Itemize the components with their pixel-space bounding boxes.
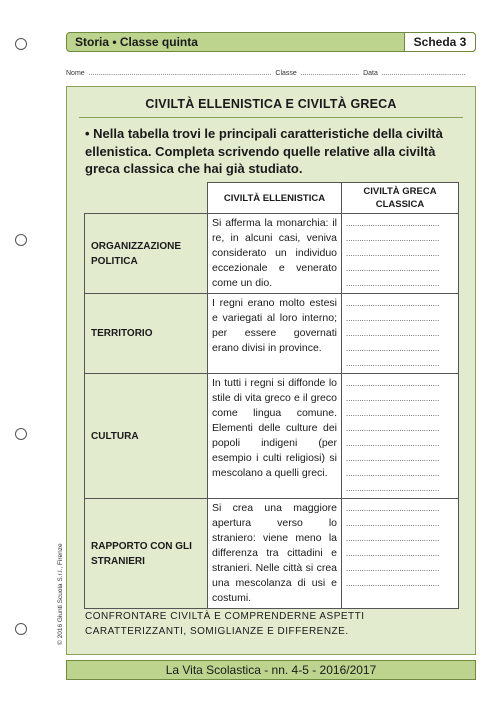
col-header-greek: CIVILTÀ GRECA CLASSICA xyxy=(342,183,459,214)
name-field[interactable]: .............................................................................................. xyxy=(88,70,272,77)
class-field[interactable]: .............................. xyxy=(300,70,360,77)
col-header-hellenistic: CIVILTÀ ELLENISTICA xyxy=(208,183,342,214)
binder-hole-4 xyxy=(15,623,27,635)
row-label-territory: TERRITORIO xyxy=(85,294,208,374)
binder-hole-3 xyxy=(15,428,27,440)
table-row xyxy=(85,214,459,294)
copyright-notice: © 2016 Giunti Scuola S.r.l., Firenze xyxy=(57,543,64,645)
name-label: Nome xyxy=(66,70,85,77)
title-divider xyxy=(79,117,463,118)
table-corner xyxy=(85,183,208,214)
answer-field-territory[interactable]: .......................................... .......................................... .......................................... .......................................... .......................................... xyxy=(342,294,459,374)
answer-field-culture[interactable]: .......................................... .......................................... .......................................... .......................................... .......................................... .......................................... .......................................... .......................................... xyxy=(342,374,459,499)
table-header-row xyxy=(85,183,459,214)
row-text-politics: Si afferma la monarchia: il re, in alcuni casi, veniva considerato un individuo eccezionale e venerato come un dio. xyxy=(208,214,342,294)
table-row xyxy=(85,499,459,609)
comparison-table xyxy=(84,182,459,609)
learning-objective: CONFRONTARE CIVILTÀ E COMPRENDERNE ASPETTI CARATTERIZZANTI, SOMIGLIANZE E DIFFERENZE. xyxy=(85,611,365,637)
footer-bar: La Vita Scolastica - nn. 4-5 - 2016/2017 xyxy=(66,660,476,680)
worksheet-panel xyxy=(66,86,476,655)
student-info-fields xyxy=(66,70,476,77)
answer-field-politics[interactable]: .......................................... .......................................... .......................................... .......................................... .......................................... xyxy=(342,214,459,294)
row-label-culture: CULTURA xyxy=(85,374,208,499)
table-row xyxy=(85,374,459,499)
binder-hole-2 xyxy=(15,234,27,246)
binder-hole-1 xyxy=(15,38,27,50)
subject-label: Storia • Classe quinta xyxy=(75,35,198,49)
table-row xyxy=(85,294,459,374)
sheet-label: Scheda 3 xyxy=(404,32,476,52)
date-field[interactable]: ........................................... xyxy=(381,70,466,77)
row-label-politics: ORGANIZZAZIONE POLITICA xyxy=(85,214,208,294)
row-label-foreigners: RAPPORTO CON GLI STRANIERI xyxy=(85,499,208,609)
row-text-culture: In tutti i regni si diffonde lo stile di vita greco e il greco come lingua comune. Elementi delle culture dei popoli indigeni (per esempio i culti religiosi) si mescolano a quelli greci. xyxy=(208,374,342,499)
row-text-foreigners: Si crea una maggiore apertura verso lo straniero: viene meno la differenza tra cittadini e stranieri. Nelle città si crea una mescolanza di usi e costumi. xyxy=(208,499,342,609)
header-bar xyxy=(66,32,476,52)
class-label: Classe xyxy=(275,70,297,77)
date-label: Data xyxy=(363,70,378,77)
worksheet-title: CIVILTÀ ELLENISTICA E CIVILTÀ GRECA xyxy=(145,97,397,111)
row-text-territory: I regni erano molto estesi e variegati al loro interno; per essere governati erano divisi in province. xyxy=(208,294,342,374)
instructions: • Nella tabella trovi le principali caratteristiche della civiltà ellenistica. Completa scrivendo quelle relative alla civiltà greca classica che hai già studiato. xyxy=(85,126,443,176)
answer-field-foreigners[interactable]: .......................................... .......................................... .......................................... .......................................... .......................................... .......................................... xyxy=(342,499,459,609)
